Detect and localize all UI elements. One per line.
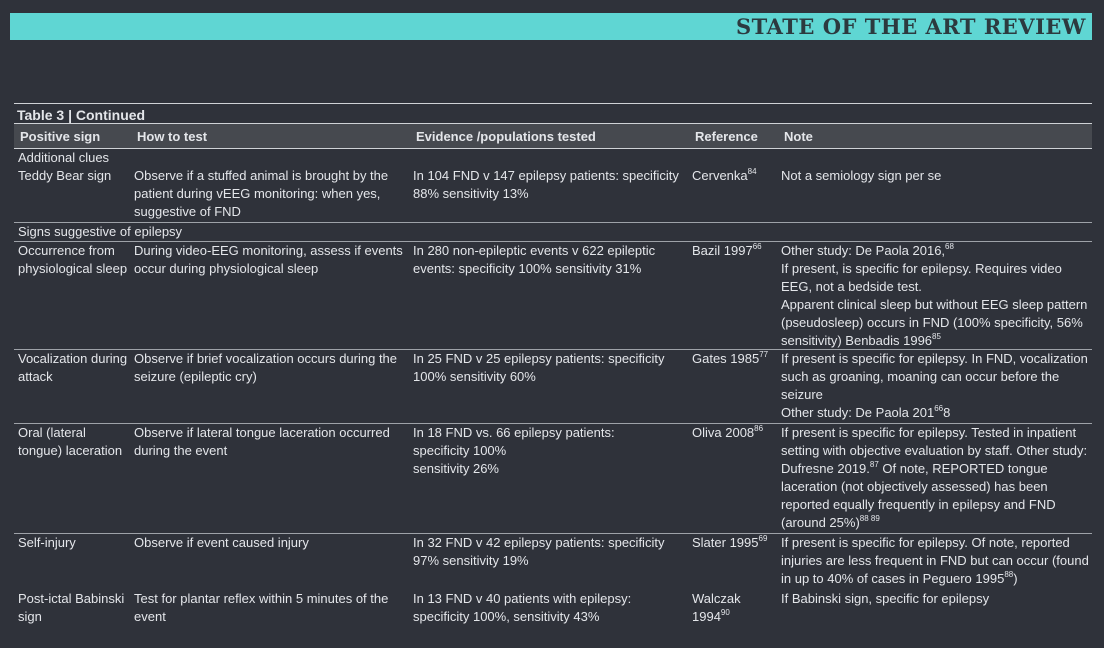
- cell-evidence: In 104 FND v 147 epilepsy patients: specificity 88% sensitivity 13%: [413, 168, 679, 201]
- cell-sign: Teddy Bear sign: [18, 168, 112, 183]
- cell-test: During video-EEG monitoring, assess if events occur during physiological sleep: [134, 243, 403, 276]
- cell-sign: Post-ictal Babinski sign: [18, 591, 125, 624]
- section-label: Signs suggestive of epilepsy: [14, 223, 1092, 242]
- header-bar: [10, 13, 1092, 40]
- column-header-note: Note: [784, 128, 813, 144]
- table-row: [14, 350, 1092, 424]
- cell-note: If present is specific for epilepsy. In FND, vocalization such as groaning, moaning can occur before the seizure Other study: De Paola $201^{66}8$: [781, 351, 1088, 420]
- cell-note: If Babinski sign, specific for epilepsy: [781, 591, 990, 606]
- section-label: Additional clues: [18, 150, 110, 165]
- cell-note: If present is specific for epilepsy. Tested in inpatient setting with objective evaluation by staff. Other study: Dufresne 2019.87 Of note, REPORTED tongue laceration (not objectively assessed) has been reported equally frequently in epilepsy and FND (around 25%)$^{88 89}$: [781, 425, 1088, 530]
- cell-test: Observe if event caused injury: [134, 535, 309, 550]
- cell-evidence: In 280 non-epileptic events v 622 epileptic events: specificity 100% sensitivity 31%: [413, 243, 656, 276]
- cell-test: Observe if brief vocalization occurs during the seizure (epileptic cry): [134, 351, 398, 384]
- cell-note: Other study: De Paola 2016,68 If present, is specific for epilepsy. Requires video EEG, not a bedside test. Apparent clinical sleep but without EEG sleep pattern (pseudosleep) occurs in FND (100% specificity, 56% sensitivity) Benbadis 1996$^{85}$: [781, 241, 1088, 348]
- table-row: [14, 590, 1092, 630]
- cell-reference: Oliva 2008$^{86}$: [692, 423, 764, 440]
- cell-sign: Vocalization during attack: [18, 351, 128, 384]
- table-row: [14, 534, 1092, 590]
- cell-sign: Oral (lateral tongue) laceration: [18, 425, 123, 458]
- cell-evidence: In 13 FND v 40 patients with epilepsy: specificity 100%, sensitivity 43%: [413, 591, 632, 624]
- table-row: [14, 242, 1092, 350]
- table: [14, 103, 1092, 630]
- cell-note: Not a semiology sign per se: [781, 168, 942, 183]
- cell-reference: Cervenka$^{84}$: [692, 166, 757, 183]
- column-header-positive-sign: Positive sign: [20, 128, 101, 144]
- cell-sign: Self-injury: [18, 535, 76, 550]
- table-title: Table 3 | Continued: [17, 107, 146, 123]
- cell-reference: Gates 1985$^{77}$: [692, 349, 769, 366]
- cell-reference: Bazil 1997$^{66}$: [692, 241, 762, 258]
- column-header-how-to-test: How to test: [137, 128, 208, 144]
- column-header-reference: Reference: [695, 128, 758, 144]
- cell-test: Observe if lateral tongue laceration occurred during the event: [134, 425, 390, 458]
- cell-evidence: In 32 FND v 42 epilepsy patients: specificity 97% sensitivity 19%: [413, 535, 665, 568]
- table-row: [14, 424, 1092, 534]
- cell-evidence: In 18 FND vs. 66 epilepsy patients: specificity 100% sensitivity 26%: [413, 425, 615, 476]
- cell-evidence: In 25 FND v 25 epilepsy patients: specificity 100% sensitivity 60%: [413, 351, 665, 384]
- cell-test: Observe if a stuffed animal is brought by the patient during vEEG monitoring: when yes, suggestive of FND: [134, 168, 389, 219]
- cell-sign: Occurrence from physiological sleep: [18, 243, 128, 276]
- table-row: [14, 167, 1092, 223]
- cell-test: Test for plantar reflex within 5 minutes of the event: [134, 591, 389, 624]
- cell-reference: Slater 1995$^{69}$: [692, 533, 768, 550]
- table-header-row: [14, 123, 1092, 149]
- section-title: STATE OF THE ART REVIEW: [735, 14, 1086, 39]
- cell-reference: Walczak 1994$^{90}$: [692, 591, 741, 624]
- cell-note: If present is specific for epilepsy. Of note, reported injuries are less frequent in FND but can occur (found in up to 40% of cases in Peguero 1995$^{88}$): [781, 535, 1089, 586]
- column-header-evidence: Evidence /populations tested: [416, 128, 596, 144]
